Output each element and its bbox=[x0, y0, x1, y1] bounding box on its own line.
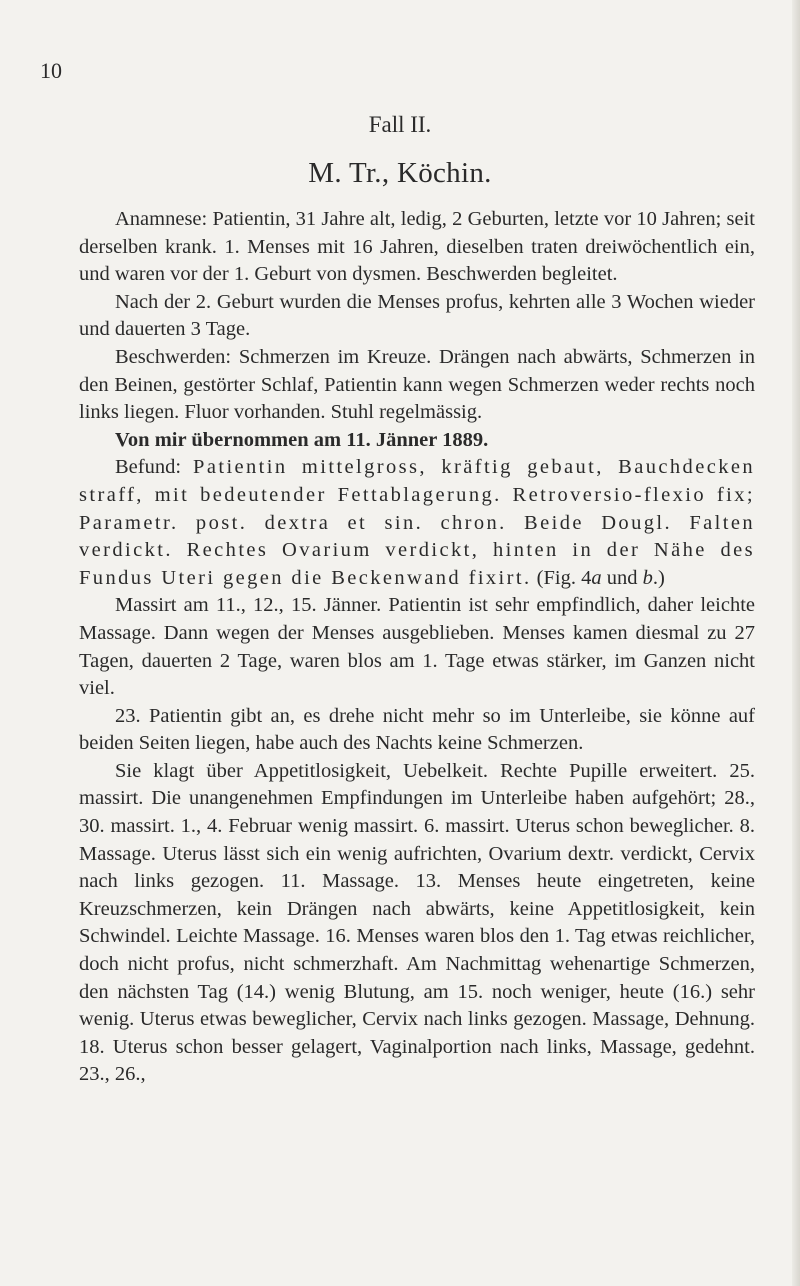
paragraph-complaints: Beschwerden: Schmerzen im Kreuze. Drängen nach abwärts, Schmerzen in den Beinen, gestörter Schlaf, Patientin kann wegen Schmerzen weder rechts noch links liegen. Fluor vorhanden. Stuhl regelmässig. bbox=[79, 345, 755, 424]
figure-ref-and: und bbox=[601, 566, 643, 589]
page-number: 10 bbox=[40, 58, 62, 83]
paragraph-anamnese: Anamnese: Patientin, 31 Jahre alt, ledig, 2 Geburten, letzte vor 10 Jahren; seit derselben krank. 1. Menses mit 16 Jahren, dieselben traten dreiwöchentlich ein, und waren vor der 1. Geburt von dysmen. Beschwerden begleitet. bbox=[79, 208, 755, 286]
figure-ref-b: b bbox=[642, 566, 653, 589]
befund-label: Befund: bbox=[115, 456, 182, 479]
patient-title: M. Tr., Köchin. bbox=[308, 157, 492, 189]
paragraph-befund bbox=[79, 454, 755, 592]
case-title: Fall II. bbox=[368, 112, 432, 137]
figure-ref-a: a bbox=[591, 566, 602, 589]
paragraph-takeover: Von mir übernommen am 11. Jänner 1889. bbox=[115, 428, 489, 451]
page-edge-shadow bbox=[792, 0, 800, 1286]
befund-findings: Patientin mittelgross, kräftig gebaut, Bauchdecken straff, mit bedeutender Fettablagerung. Retroversio-flexio fix; Parametr. post. dextra et sin. chron. Beide Dougl. Falten verdickt. Rechtes Ovarium verdickt, hinten in der Nähe des Fundus Uteri gegen die Beckenwand fixirt. bbox=[79, 456, 755, 589]
figure-ref-close: .) bbox=[652, 566, 665, 589]
paragraph-second-birth: Nach der 2. Geburt wurden die Menses profus, kehrten alle 3 Wochen wieder und dauerten 3 Tage. bbox=[79, 290, 755, 341]
paragraph-massage-january: Massirt am 11., 12., 15. Jänner. Patientin ist sehr empfindlich, daher leichte Massage. Dann wegen der Menses ausgeblieben. Menses kamen diesmal zu 27 Tagen, dauerten 2 Tage, waren blos am 1. Tage etwas stärker, im Ganzen nicht viel. bbox=[79, 594, 755, 700]
body-text bbox=[79, 206, 755, 1089]
figure-ref-open: (Fig. 4 bbox=[536, 566, 592, 589]
paragraph-23: 23. Patientin gibt an, es drehe nicht mehr so im Unterleibe, sie könne auf beiden Seiten liegen, habe auch des Nachts keine Schmerzen. bbox=[79, 704, 755, 755]
paragraph-progress: Sie klagt über Appetitlosigkeit, Uebelkeit. Rechte Pupille erweitert. 25. massirt. Die unangenehmen Empfindungen im Unterleibe haben aufgehört; 28., 30. massirt. 1., 4. Februar wenig massirt. 6. massirt. Uterus schon beweglicher. 8. Massage. Uterus lässt sich ein wenig aufrichten, Ovarium dextr. verdickt, Cervix nach links gezogen. 11. Massage. 13. Menses heute eingetreten, keine Kreuzschmerzen, kein Drängen nach abwärts, keine Appetitlosigkeit, kein Schwindel. Leichte Massage. 16. Menses waren blos den 1. Tag etwas reichlicher, doch nicht profus, nicht schmerzhaft. Am Nachmittag wehenartige Schmerzen, den nächsten Tag (14.) wenig Blutung, am 15. noch weniger, heute (16.) sehr wenig. Uterus etwas beweglicher, Cervix nach links gezogen. Massage, Dehnung. 18. Uterus schon besser gelagert, Vaginalportion nach links, Massage, gedehnt. 23., 26., bbox=[79, 759, 755, 1086]
